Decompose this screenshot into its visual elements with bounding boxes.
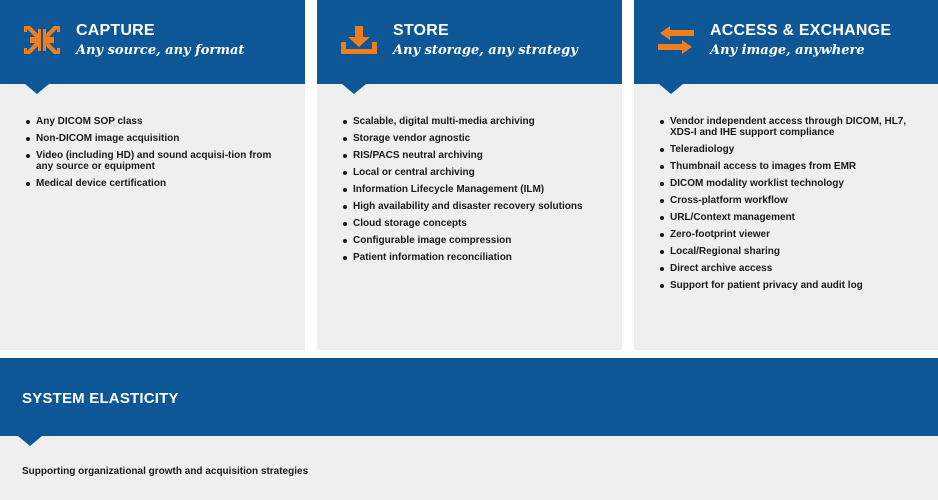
access-exchange-title: ACCESS & EXCHANGE: [710, 22, 892, 39]
list-item: Information Lifecycle Management (ILM): [343, 184, 604, 195]
list-item: Video (including HD) and sound acquisi-tion from any source or equipment: [26, 150, 287, 172]
access-exchange-header: [634, 0, 938, 84]
list-item: Configurable image compression: [343, 235, 604, 246]
list-item: Vendor independent access through DICOM, HL7, XDS-I and IHE support compliance: [660, 116, 920, 138]
list-item: Any DICOM SOP class: [26, 116, 287, 127]
list-item: Zero-footprint viewer: [660, 229, 920, 240]
store-header: [317, 0, 622, 84]
capture-header: [0, 0, 305, 84]
system-elasticity-title: SYSTEM ELASTICITY: [22, 390, 179, 407]
list-item: Cross-platform workflow: [660, 195, 920, 206]
capture-feature-list: [26, 116, 287, 195]
arrows-converge-icon: [22, 24, 62, 56]
list-item: Scalable, digital multi-media archiving: [343, 116, 604, 127]
capture-panel: [0, 0, 305, 350]
store-subtitle: Any storage, any strategy: [393, 43, 578, 58]
list-item: Patient information reconciliation: [343, 252, 604, 263]
access-exchange-subtitle: Any image, anywhere: [710, 43, 865, 58]
list-item: High availability and disaster recovery solutions: [343, 201, 604, 212]
list-item: Direct archive access: [660, 263, 920, 274]
list-item: DICOM modality worklist technology: [660, 178, 920, 189]
system-elasticity-text: Supporting organizational growth and acquisition strategies: [22, 466, 309, 477]
header-pointer: [659, 84, 683, 94]
header-pointer: [25, 84, 49, 94]
list-item: Storage vendor agnostic: [343, 133, 604, 144]
list-item: Non-DICOM image acquisition: [26, 133, 287, 144]
list-item: Medical device certification: [26, 178, 287, 189]
capture-title: CAPTURE: [76, 22, 155, 39]
header-pointer: [18, 436, 42, 446]
access-exchange-feature-list: [660, 116, 920, 297]
list-item: Cloud storage concepts: [343, 218, 604, 229]
system-elasticity-header: [0, 358, 938, 436]
store-panel: [317, 0, 622, 350]
store-title: STORE: [393, 22, 449, 39]
list-item: Teleradiology: [660, 144, 920, 155]
list-item: Local or central archiving: [343, 167, 604, 178]
store-feature-list: [343, 116, 604, 269]
list-item: Thumbnail access to images from EMR: [660, 161, 920, 172]
exchange-arrows-icon: [656, 24, 696, 56]
list-item: RIS/PACS neutral archiving: [343, 150, 604, 161]
access-exchange-panel: [634, 0, 938, 350]
capture-subtitle: Any source, any format: [76, 43, 245, 58]
header-pointer: [342, 84, 366, 94]
list-item: Local/Regional sharing: [660, 246, 920, 257]
list-item: URL/Context management: [660, 212, 920, 223]
system-elasticity-section: [0, 358, 938, 500]
list-item: Support for patient privacy and audit log: [660, 280, 920, 291]
download-tray-icon: [339, 24, 379, 56]
